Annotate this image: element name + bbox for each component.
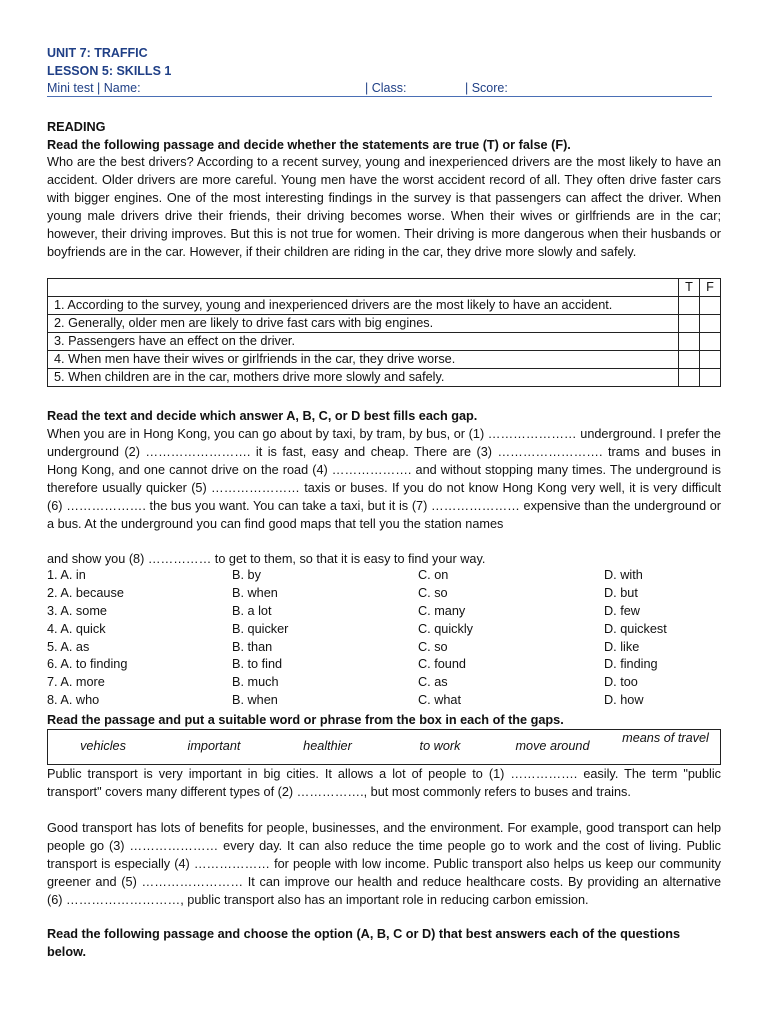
option-c[interactable]: C. found [418, 657, 466, 672]
statement-1: 1. According to the survey, young and inexperienced drivers are the most likely to have an accident. [48, 297, 679, 315]
word-box-item: important [187, 739, 241, 753]
answer-cell-t[interactable] [679, 369, 700, 387]
option-c[interactable]: C. many [418, 603, 466, 618]
answer-cell-f[interactable] [700, 333, 721, 351]
instruction-word-box: Read the passage and put a suitable word or phrase from the box in each of the gaps. [47, 713, 564, 727]
table-row [48, 297, 721, 315]
false-column-header: F [700, 279, 721, 297]
statement-2: 2. Generally, older men are likely to drive fast cars with big engines. [48, 315, 679, 333]
option-c[interactable]: C. so [418, 639, 448, 654]
table-row [48, 351, 721, 369]
option-b[interactable]: B. by [232, 568, 261, 582]
answer-cell-f[interactable] [700, 315, 721, 333]
option-b[interactable]: B. quicker [232, 621, 289, 636]
option-d[interactable]: D. too [604, 675, 638, 690]
option-row [47, 692, 721, 710]
instruction-gap-fill: Read the text and decide which answer A, B, C, or D best fills each gap. [47, 409, 478, 423]
lesson-title: LESSON 5: SKILLS 1 [47, 64, 172, 78]
option-row [47, 674, 721, 692]
option-b[interactable]: B. much [232, 675, 279, 690]
option-a[interactable]: 2. A. because [47, 585, 124, 600]
option-a[interactable]: 1. A. in [47, 568, 86, 582]
option-d[interactable]: D. like [604, 639, 640, 654]
option-d[interactable]: D. finding [604, 657, 658, 672]
word-box-item: means of travel [622, 731, 709, 745]
word-box-item: to work [419, 739, 461, 753]
option-a[interactable]: 3. A. some [47, 603, 107, 618]
reading-heading: READING [47, 120, 106, 134]
passage-hong-kong: When you are in Hong Kong, you can go about by taxi, by tram, by bus, or (1) ………………… underground. I prefer the underground (2) ……………………. it is fast, easy and cheap. There are (3) ……………………. trams and buses in Hong Kong, and one cannot drive on the road (4) ………………. and without stopping many times. The underground is therefore usually quicker (5) ………………… taxis or buses. If you do not know Hong Kong very well, it is very difficult (6) ………………. the bus you want. You can take a taxi, but it is (7) ………………… expensive than the underground or a bus. At the underground you can find good maps that tell you the station names [47, 427, 721, 531]
option-b[interactable]: B. a lot [232, 603, 272, 618]
word-box-item: vehicles [80, 739, 126, 753]
instruction-multiple-choice: Read the following passage and choose the option (A, B, C or D) that best answers each of the questions below. [47, 927, 681, 959]
option-c[interactable]: C. as [418, 675, 448, 690]
statement-header-cell [48, 279, 679, 297]
option-d[interactable]: D. with [604, 568, 643, 582]
table-row [48, 333, 721, 351]
option-d[interactable]: D. few [604, 603, 640, 618]
answer-cell-f[interactable] [700, 351, 721, 369]
option-c[interactable]: C. what [418, 693, 462, 708]
table-header-row [48, 279, 721, 297]
option-row [47, 639, 721, 657]
answer-cell-t[interactable] [679, 315, 700, 333]
passage-public-transport-2: Good transport has lots of benefits for people, businesses, and the environment. For example, good transport can help people go (3) ………………… every day. It can also reduce the time people go to work and the cost of living. Public transport is especially (4) ……………… for people with low income. Public transport also helps us keep our community greener and (5) …………………… It can improve our health and reduce healthcare costs. By providing an alternative (6) ………………………, public transport also has an important role in reducing carbon emission. [47, 821, 721, 907]
instruction-true-false: Read the following passage and decide whether the statements are true (T) or false (F). [47, 138, 571, 152]
true-false-table [47, 278, 721, 387]
table-row [48, 369, 721, 387]
option-a[interactable]: 6. A. to finding [47, 657, 128, 672]
score-label: | Score: [465, 81, 508, 95]
option-c[interactable]: C. quickly [418, 621, 473, 636]
option-d[interactable]: D. but [604, 585, 638, 600]
option-a[interactable]: 7. A. more [47, 675, 105, 690]
answer-cell-t[interactable] [679, 333, 700, 351]
true-column-header: T [679, 279, 700, 297]
statement-5: 5. When children are in the car, mothers drive more slowly and safely. [48, 369, 679, 387]
word-box [47, 729, 721, 765]
word-box-item: move around [515, 739, 590, 753]
passage-public-transport-1: Public transport is very important in big cities. It allows a lot of people to (1) ……………. easily. The term "public transport" covers many different types of (2) ……………., but most commonly refers to buses and trains. [47, 767, 721, 799]
passage-hong-kong-tail: and show you (8) …………… to get to them, so that it is easy to find your way. [47, 552, 486, 566]
statement-4: 4. When men have their wives or girlfriends in the car, they drive worse. [48, 351, 679, 369]
option-row [47, 621, 721, 639]
option-c[interactable]: C. so [418, 585, 448, 600]
statement-3: 3. Passengers have an effect on the driver. [48, 333, 679, 351]
option-d[interactable]: D. quickest [604, 621, 667, 636]
option-d[interactable]: D. how [604, 693, 644, 708]
option-b[interactable]: B. when [232, 585, 278, 600]
option-b[interactable]: B. when [232, 693, 278, 708]
answer-cell-f[interactable] [700, 369, 721, 387]
class-label: | Class: [365, 81, 407, 95]
option-a[interactable]: 5. A. as [47, 639, 90, 654]
unit-title: UNIT 7: TRAFFIC [47, 46, 148, 60]
word-box-item: healthier [303, 739, 352, 753]
option-row [47, 567, 721, 585]
option-a[interactable]: 4. A. quick [47, 621, 106, 636]
option-b[interactable]: B. than [232, 639, 273, 654]
student-info-line [47, 80, 712, 97]
answer-cell-t[interactable] [679, 351, 700, 369]
option-c[interactable]: C. on [418, 568, 449, 582]
answer-cell-f[interactable] [700, 297, 721, 315]
multiple-choice-options [47, 567, 721, 710]
table-row [48, 315, 721, 333]
passage-drivers: Who are the best drivers? According to a recent survey, young and inexperienced drivers are the most likely to have an accident. Older drivers are more careful. Young men have the worst accident record of all. They often drive faster cars with bigger engines. One of the most interesting findings in the survey is that passengers can affect the driver. When young male drivers drive their friends, their driving becomes worse. When their wives or girlfriends are in the car; however, their driving improves. But this is not true for women. Their driving is more dangerous when their husbands or boyfriends are in the car. However, if their children are riding in the car, they drive more slowly and safely. [47, 155, 721, 259]
option-row [47, 656, 721, 674]
option-b[interactable]: B. to find [232, 657, 283, 672]
option-row [47, 585, 721, 603]
answer-cell-t[interactable] [679, 297, 700, 315]
option-row [47, 603, 721, 621]
name-label: Mini test | Name: [47, 81, 141, 95]
option-a[interactable]: 8. A. who [47, 693, 100, 708]
